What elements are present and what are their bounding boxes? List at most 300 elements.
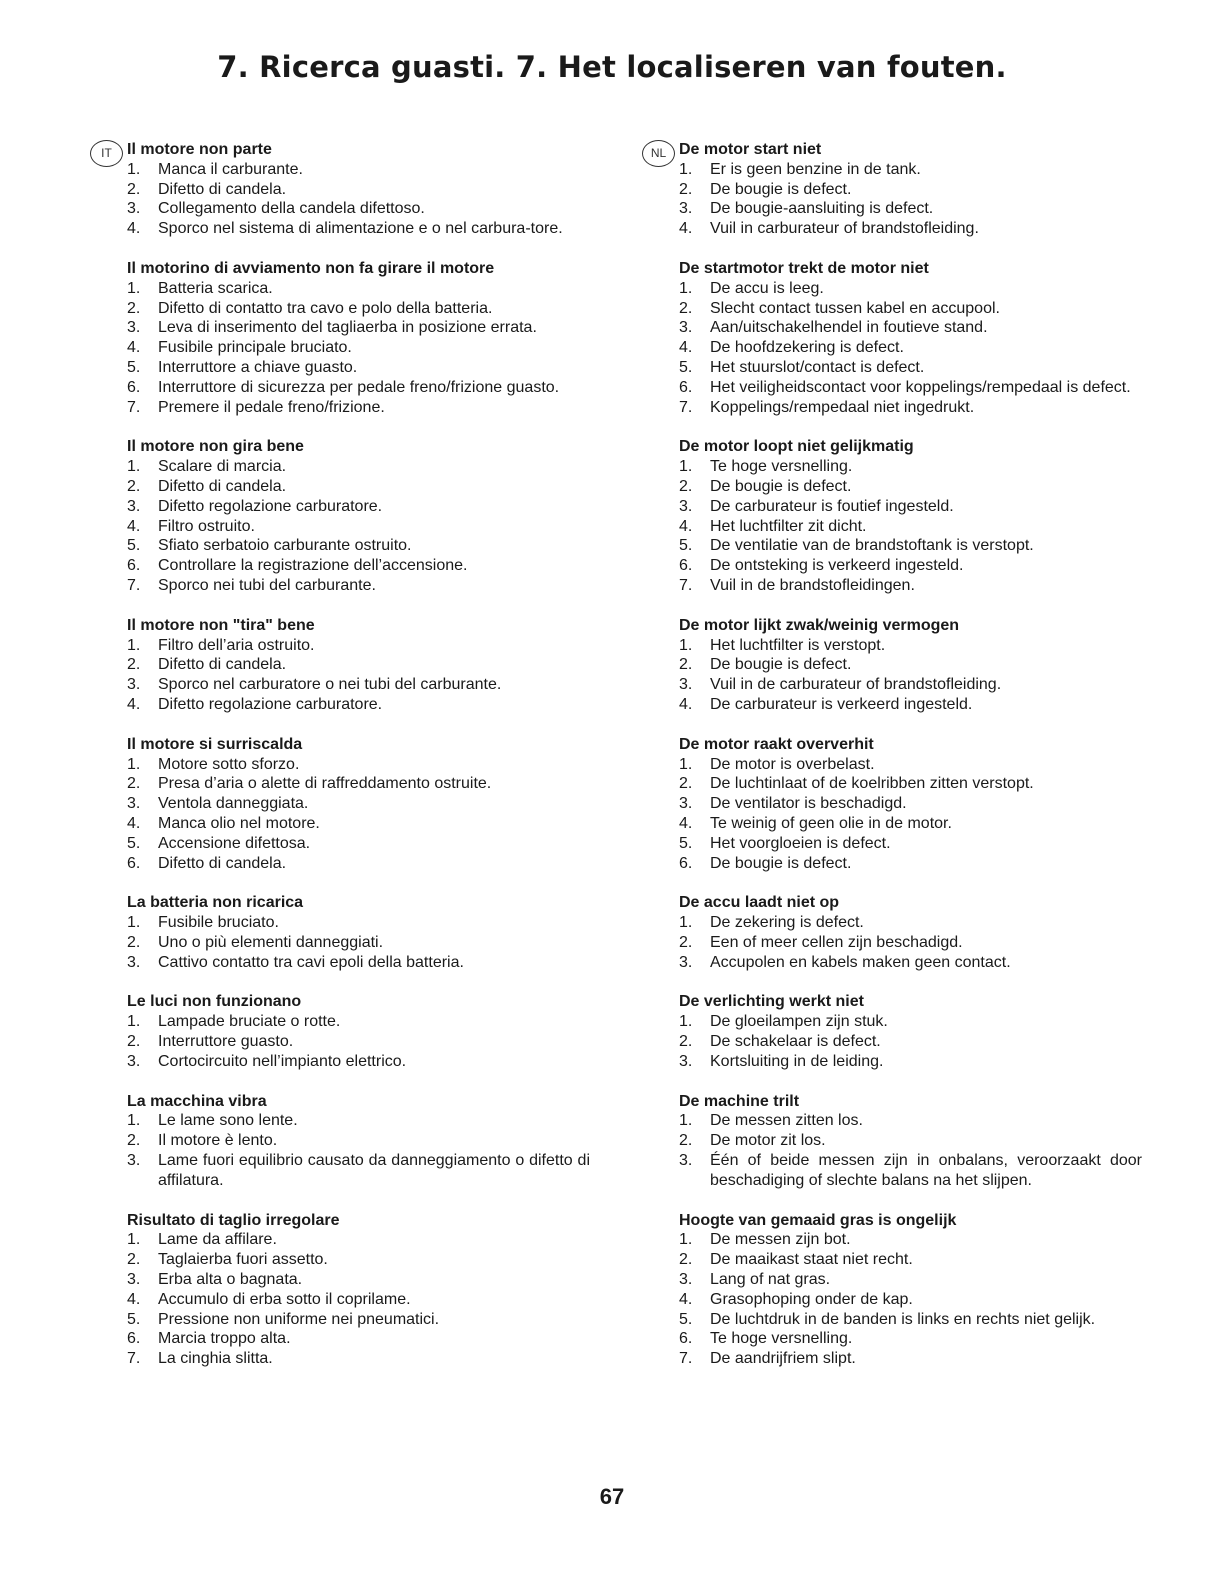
item-text: Lang of nat gras. bbox=[710, 1271, 831, 1289]
item-number: 7. bbox=[679, 398, 693, 416]
list-item bbox=[679, 199, 1142, 219]
troubleshooting-section bbox=[127, 1092, 590, 1191]
cause-list bbox=[679, 1111, 1142, 1190]
item-number: 1. bbox=[127, 1112, 141, 1130]
item-number: 6. bbox=[679, 557, 693, 575]
item-text: Fusibile bruciato. bbox=[158, 914, 279, 932]
list-item bbox=[127, 834, 590, 854]
item-number: 3. bbox=[679, 497, 693, 515]
item-text: Sporco nei tubi del carburante. bbox=[158, 576, 376, 594]
item-text: Pressione non uniforme nei pneumatici. bbox=[158, 1310, 440, 1328]
list-item bbox=[127, 675, 590, 695]
item-text: Le lame sono lente. bbox=[158, 1112, 298, 1130]
item-text: Sporco nel sistema di alimentazione e o nel carbura-tore. bbox=[158, 220, 563, 238]
item-text: Batteria scarica. bbox=[158, 279, 273, 297]
item-text: Presa d’aria o alette di raffreddamento ostruite. bbox=[158, 775, 492, 793]
list-item bbox=[679, 299, 1142, 319]
item-number: 1. bbox=[679, 914, 693, 932]
list-item bbox=[679, 1250, 1142, 1270]
item-text: De luchtinlaat of de koelribben zitten verstopt. bbox=[710, 775, 1034, 793]
item-text: Ventola danneggiata. bbox=[158, 795, 309, 813]
item-number: 5. bbox=[127, 834, 141, 852]
list-item bbox=[679, 655, 1142, 675]
list-item bbox=[679, 219, 1142, 239]
section-heading: Risultato di taglio irregolare bbox=[127, 1211, 340, 1229]
item-number: 4. bbox=[679, 695, 693, 713]
item-number: 1. bbox=[679, 160, 693, 178]
list-item bbox=[127, 398, 590, 418]
list-item bbox=[127, 180, 590, 200]
item-number: 4. bbox=[679, 220, 693, 238]
list-item bbox=[127, 536, 590, 556]
item-text: Marcia troppo alta. bbox=[158, 1330, 291, 1348]
item-text: Sfiato serbatoio carburante ostruito. bbox=[158, 537, 412, 555]
item-text: Erba alta o bagnata. bbox=[158, 1271, 303, 1289]
italian-language-badge: IT bbox=[90, 140, 123, 167]
item-number: 1. bbox=[127, 160, 141, 178]
item-text: Vuil in carburateur of brandstofleiding. bbox=[710, 220, 979, 238]
item-number: 3. bbox=[127, 676, 141, 694]
section-heading: Hoogte van gemaaid gras is ongelijk bbox=[679, 1211, 957, 1229]
list-item bbox=[679, 1131, 1142, 1151]
item-number: 2. bbox=[679, 1132, 693, 1150]
item-text: Het luchtfilter is verstopt. bbox=[710, 636, 886, 654]
item-text: De bougie is defect. bbox=[710, 854, 852, 872]
list-item bbox=[679, 794, 1142, 814]
item-number: 3. bbox=[679, 319, 693, 337]
item-number: 5. bbox=[679, 1310, 693, 1328]
list-item bbox=[679, 913, 1142, 933]
item-text: Taglaierba fuori assetto. bbox=[158, 1251, 328, 1269]
troubleshooting-section bbox=[679, 893, 1142, 972]
cause-list bbox=[679, 636, 1142, 715]
list-item bbox=[127, 1250, 590, 1270]
item-number: 5. bbox=[679, 537, 693, 555]
cause-list bbox=[679, 160, 1142, 239]
item-number: 2. bbox=[127, 656, 141, 674]
item-number: 2. bbox=[679, 477, 693, 495]
list-item bbox=[679, 695, 1142, 715]
list-item bbox=[127, 1012, 590, 1032]
troubleshooting-section bbox=[127, 140, 590, 239]
item-text: Motore sotto sforzo. bbox=[158, 755, 300, 773]
dutch-sections bbox=[679, 140, 1142, 1369]
list-item bbox=[127, 933, 590, 953]
item-number: 3. bbox=[679, 200, 693, 218]
item-number: 1. bbox=[127, 914, 141, 932]
italian-sections bbox=[127, 140, 590, 1369]
troubleshooting-section bbox=[679, 140, 1142, 239]
item-number: 1. bbox=[679, 636, 693, 654]
troubleshooting-section bbox=[127, 735, 590, 874]
item-text: De hoofdzekering is defect. bbox=[710, 339, 904, 357]
item-number: 3. bbox=[127, 1152, 141, 1170]
item-text: Accensione difettosa. bbox=[158, 834, 311, 852]
item-number: 6. bbox=[679, 378, 693, 396]
item-number: 1. bbox=[127, 279, 141, 297]
item-text: Slecht contact tussen kabel en accupool. bbox=[710, 299, 1000, 317]
section-heading: Il motore non "tira" bene bbox=[127, 616, 315, 634]
cause-list bbox=[679, 913, 1142, 972]
italian-column bbox=[90, 140, 590, 1389]
item-text: Premere il pedale freno/frizione. bbox=[158, 398, 385, 416]
item-text: Accupolen en kabels maken geen contact. bbox=[710, 953, 1011, 971]
item-number: 3. bbox=[679, 1052, 693, 1070]
item-text: Lame da affilare. bbox=[158, 1231, 277, 1249]
list-item bbox=[127, 556, 590, 576]
item-number: 5. bbox=[679, 834, 693, 852]
list-item bbox=[127, 477, 590, 497]
item-number: 1. bbox=[679, 458, 693, 476]
list-item bbox=[679, 180, 1142, 200]
item-text: Interruttore di sicurezza per pedale freno/frizione guasto. bbox=[158, 378, 560, 396]
item-number: 3. bbox=[127, 953, 141, 971]
cause-list bbox=[127, 636, 590, 715]
item-text: De motor is overbelast. bbox=[710, 755, 875, 773]
troubleshooting-section bbox=[127, 259, 590, 417]
list-item bbox=[127, 794, 590, 814]
cause-list bbox=[679, 755, 1142, 874]
section-heading: Il motore non gira bene bbox=[127, 438, 304, 456]
list-item bbox=[679, 358, 1142, 378]
list-item bbox=[679, 318, 1142, 338]
item-number: 4. bbox=[127, 220, 141, 238]
list-item bbox=[679, 497, 1142, 517]
list-item bbox=[679, 675, 1142, 695]
list-item bbox=[679, 636, 1142, 656]
section-heading: De startmotor trekt de motor niet bbox=[679, 259, 929, 277]
item-number: 6. bbox=[679, 1330, 693, 1348]
item-number: 2. bbox=[127, 1251, 141, 1269]
troubleshooting-section bbox=[679, 259, 1142, 417]
item-number: 4. bbox=[679, 517, 693, 535]
item-text: De aandrijfriem slipt. bbox=[710, 1350, 856, 1368]
troubleshooting-section bbox=[679, 437, 1142, 595]
item-number: 2. bbox=[127, 775, 141, 793]
item-number: 4. bbox=[127, 695, 141, 713]
item-number: 3. bbox=[127, 200, 141, 218]
list-item bbox=[127, 1310, 590, 1330]
item-number: 3. bbox=[679, 795, 693, 813]
item-number: 3. bbox=[127, 1052, 141, 1070]
section-heading: Le luci non funzionano bbox=[127, 993, 302, 1011]
list-item bbox=[679, 279, 1142, 299]
item-number: 2. bbox=[127, 180, 141, 198]
list-item bbox=[679, 1230, 1142, 1250]
troubleshooting-section bbox=[679, 1211, 1142, 1369]
item-text: Difetto di candela. bbox=[158, 180, 287, 198]
item-number: 2. bbox=[127, 299, 141, 317]
item-text: De accu is leeg. bbox=[710, 279, 824, 297]
item-number: 3. bbox=[679, 1271, 693, 1289]
section-heading: Il motore si surriscalda bbox=[127, 735, 303, 753]
item-text: De bougie is defect. bbox=[710, 477, 852, 495]
item-text: De carburateur is verkeerd ingesteld. bbox=[710, 695, 973, 713]
item-text: Filtro dell’aria ostruito. bbox=[158, 636, 315, 654]
item-number: 1. bbox=[127, 1231, 141, 1249]
list-item bbox=[127, 854, 590, 874]
item-text: Een of meer cellen zijn beschadigd. bbox=[710, 933, 963, 951]
section-heading: De motor start niet bbox=[679, 141, 822, 158]
item-text: Vuil in de brandstofleidingen. bbox=[710, 576, 915, 594]
cause-list bbox=[127, 1012, 590, 1071]
dutch-language-badge: NL bbox=[642, 140, 675, 167]
item-text: De bougie is defect. bbox=[710, 180, 852, 198]
item-text: De bougie-aansluiting is defect. bbox=[710, 200, 934, 218]
item-text: Aan/uitschakelhendel in foutieve stand. bbox=[710, 319, 988, 337]
item-text: Accumulo di erba sotto il coprilame. bbox=[158, 1290, 411, 1308]
item-text: Manca olio nel motore. bbox=[158, 814, 320, 832]
item-text: De motor zit los. bbox=[710, 1132, 826, 1150]
list-item bbox=[679, 1032, 1142, 1052]
troubleshooting-section bbox=[679, 616, 1142, 715]
item-number: 1. bbox=[679, 1013, 693, 1031]
item-number: 1. bbox=[127, 458, 141, 476]
item-number: 4. bbox=[127, 814, 141, 832]
cause-list bbox=[127, 1111, 590, 1190]
item-text: De messen zitten los. bbox=[710, 1112, 863, 1130]
item-number: 2. bbox=[679, 933, 693, 951]
list-item bbox=[679, 556, 1142, 576]
item-text: Difetto di candela. bbox=[158, 656, 287, 674]
item-number: 1. bbox=[127, 755, 141, 773]
item-text: Cortocircuito nell’impianto elettrico. bbox=[158, 1052, 407, 1070]
cause-list bbox=[127, 279, 590, 418]
item-text: Koppelings/rempedaal niet ingedrukt. bbox=[710, 398, 975, 416]
list-item bbox=[127, 457, 590, 477]
item-text: Het veiligheidscontact voor koppelings/rempedaal is defect. bbox=[710, 378, 1131, 396]
item-number: 1. bbox=[679, 1231, 693, 1249]
list-item bbox=[679, 517, 1142, 537]
list-item bbox=[127, 279, 590, 299]
list-item bbox=[127, 318, 590, 338]
item-text: De ventilatie van de brandstoftank is verstopt. bbox=[710, 537, 1034, 555]
item-number: 2. bbox=[679, 180, 693, 198]
list-item bbox=[127, 774, 590, 794]
item-number: 3. bbox=[127, 497, 141, 515]
item-text: Sporco nel carburatore o nei tubi del carburante. bbox=[158, 676, 502, 694]
item-text: Lampade bruciate o rotte. bbox=[158, 1013, 341, 1031]
item-number: 2. bbox=[127, 1132, 141, 1150]
list-item bbox=[127, 1329, 590, 1349]
item-number: 3. bbox=[679, 676, 693, 694]
cause-list bbox=[127, 913, 590, 972]
list-item bbox=[127, 160, 590, 180]
item-text: Filtro ostruito. bbox=[158, 517, 255, 535]
cause-list bbox=[679, 457, 1142, 596]
item-number: 6. bbox=[127, 1330, 141, 1348]
item-text: De zekering is defect. bbox=[710, 914, 864, 932]
item-number: 2. bbox=[127, 477, 141, 495]
list-item bbox=[127, 1151, 590, 1191]
list-item bbox=[127, 1032, 590, 1052]
list-item bbox=[127, 199, 590, 219]
item-text: Scalare di marcia. bbox=[158, 458, 287, 476]
item-text: De gloeilampen zijn stuk. bbox=[710, 1013, 888, 1031]
item-text: Leva di inserimento del tagliaerba in posizione errata. bbox=[158, 319, 537, 337]
list-item bbox=[127, 953, 590, 973]
section-heading: Il motore non parte bbox=[127, 141, 272, 158]
list-item bbox=[679, 378, 1142, 398]
list-item bbox=[679, 1052, 1142, 1072]
list-item bbox=[127, 576, 590, 596]
section-heading: La batteria non ricarica bbox=[127, 894, 304, 912]
item-number: 4. bbox=[127, 1290, 141, 1308]
item-number: 1. bbox=[127, 636, 141, 654]
item-number: 2. bbox=[679, 656, 693, 674]
list-item bbox=[679, 1270, 1142, 1290]
list-item bbox=[679, 338, 1142, 358]
cause-list bbox=[679, 1230, 1142, 1369]
item-text: De ontsteking is verkeerd ingesteld. bbox=[710, 557, 964, 575]
item-number: 1. bbox=[679, 1112, 693, 1130]
item-number: 4. bbox=[127, 339, 141, 357]
page-number: 67 bbox=[599, 1484, 625, 1509]
list-item bbox=[127, 1111, 590, 1131]
item-number: 7. bbox=[127, 1350, 141, 1368]
list-item bbox=[127, 338, 590, 358]
item-text: De luchtdruk in de banden is links en rechts niet gelijk. bbox=[710, 1310, 1096, 1328]
item-text: Één of beide messen zijn in onbalans, veroorzaakt door beschadiging of slechte balans na het slijpen. bbox=[710, 1152, 1142, 1189]
item-number: 2. bbox=[679, 1251, 693, 1269]
item-text: La cinghia slitta. bbox=[158, 1350, 273, 1368]
item-number: 1. bbox=[679, 279, 693, 297]
item-number: 4. bbox=[679, 339, 693, 357]
item-number: 7. bbox=[127, 398, 141, 416]
cause-list bbox=[679, 1012, 1142, 1071]
item-text: Het luchtfilter zit dicht. bbox=[710, 517, 867, 535]
item-text: Kortsluiting in de leiding. bbox=[710, 1052, 884, 1070]
item-text: Difetto di candela. bbox=[158, 854, 287, 872]
troubleshooting-section bbox=[679, 992, 1142, 1071]
list-item bbox=[679, 1349, 1142, 1369]
list-item bbox=[679, 933, 1142, 953]
item-text: De ventilator is beschadigd. bbox=[710, 795, 907, 813]
list-item bbox=[679, 1290, 1142, 1310]
item-text: Vuil in de carburateur of brandstofleiding. bbox=[710, 676, 1002, 694]
troubleshooting-section bbox=[127, 616, 590, 715]
troubleshooting-section bbox=[679, 735, 1142, 874]
item-text: Difetto di contatto tra cavo e polo della batteria. bbox=[158, 299, 493, 317]
list-item bbox=[127, 1270, 590, 1290]
item-text: Grasophoping onder de kap. bbox=[710, 1290, 913, 1308]
item-text: De bougie is defect. bbox=[710, 656, 852, 674]
item-text: Uno o più elementi danneggiati. bbox=[158, 933, 384, 951]
dutch-column bbox=[642, 140, 1142, 1389]
item-number: 3. bbox=[127, 1271, 141, 1289]
list-item bbox=[127, 299, 590, 319]
item-number: 3. bbox=[679, 953, 693, 971]
list-item bbox=[679, 576, 1142, 596]
item-text: Il motore è lento. bbox=[158, 1132, 278, 1150]
list-item bbox=[127, 814, 590, 834]
list-item bbox=[127, 1131, 590, 1151]
section-heading: De motor loopt niet gelijkmatig bbox=[679, 438, 914, 456]
troubleshooting-section bbox=[127, 1211, 590, 1369]
item-text: Difetto regolazione carburatore. bbox=[158, 695, 383, 713]
section-heading: De verlichting werkt niet bbox=[679, 993, 864, 1011]
section-heading: De motor raakt oververhit bbox=[679, 735, 874, 753]
item-text: Interruttore a chiave guasto. bbox=[158, 358, 358, 376]
item-number: 5. bbox=[679, 358, 693, 376]
list-item bbox=[679, 854, 1142, 874]
list-item bbox=[127, 913, 590, 933]
list-item bbox=[127, 378, 590, 398]
item-number: 2. bbox=[127, 1033, 141, 1051]
section-heading: De accu laadt niet op bbox=[679, 894, 840, 912]
list-item bbox=[127, 517, 590, 537]
list-item bbox=[679, 814, 1142, 834]
item-text: Te hoge versnelling. bbox=[710, 458, 853, 476]
list-item bbox=[679, 755, 1142, 775]
list-item bbox=[679, 953, 1142, 973]
list-item bbox=[127, 1230, 590, 1250]
item-text: De schakelaar is defect. bbox=[710, 1033, 881, 1051]
list-item bbox=[127, 219, 590, 239]
item-number: 7. bbox=[679, 1350, 693, 1368]
list-item bbox=[679, 834, 1142, 854]
item-number: 4. bbox=[127, 517, 141, 535]
item-text: Difetto di candela. bbox=[158, 477, 287, 495]
list-item bbox=[679, 398, 1142, 418]
list-item bbox=[127, 755, 590, 775]
section-heading: De machine trilt bbox=[679, 1092, 800, 1110]
item-text: Manca il carburante. bbox=[158, 160, 303, 178]
item-number: 2. bbox=[679, 775, 693, 793]
item-text: Interruttore guasto. bbox=[158, 1033, 294, 1051]
list-item bbox=[679, 1310, 1142, 1330]
list-item bbox=[679, 536, 1142, 556]
item-number: 3. bbox=[127, 795, 141, 813]
list-item bbox=[679, 457, 1142, 477]
cause-list bbox=[127, 1230, 590, 1369]
item-text: De carburateur is foutief ingesteld. bbox=[710, 497, 954, 515]
troubleshooting-section bbox=[127, 992, 590, 1071]
section-heading: Il motorino di avviamento non fa girare il motore bbox=[127, 259, 495, 277]
list-item bbox=[127, 497, 590, 517]
item-text: De messen zijn bot. bbox=[710, 1231, 851, 1249]
item-text: Lame fuori equilibrio causato da danneggiamento o difetto di affilatura. bbox=[158, 1152, 590, 1189]
list-item bbox=[127, 1290, 590, 1310]
list-item bbox=[127, 655, 590, 675]
list-item bbox=[679, 1329, 1142, 1349]
item-number: 6. bbox=[127, 854, 141, 872]
list-item bbox=[679, 1012, 1142, 1032]
item-text: Het stuurslot/contact is defect. bbox=[710, 358, 925, 376]
cause-list bbox=[679, 279, 1142, 418]
item-number: 3. bbox=[679, 1152, 693, 1170]
item-text: Er is geen benzine in de tank. bbox=[710, 160, 921, 178]
section-heading: De motor lijkt zwak/weinig vermogen bbox=[679, 616, 960, 634]
item-number: 7. bbox=[679, 576, 693, 594]
item-text: Difetto regolazione carburatore. bbox=[158, 497, 383, 515]
item-number: 5. bbox=[127, 1310, 141, 1328]
item-number: 1. bbox=[127, 1013, 141, 1031]
item-text: Het voorgloeien is defect. bbox=[710, 834, 891, 852]
item-text: De maaikast staat niet recht. bbox=[710, 1251, 913, 1269]
item-number: 5. bbox=[127, 358, 141, 376]
list-item bbox=[127, 358, 590, 378]
cause-list bbox=[127, 755, 590, 874]
item-number: 6. bbox=[127, 557, 141, 575]
item-number: 7. bbox=[127, 576, 141, 594]
list-item bbox=[679, 160, 1142, 180]
item-text: Cattivo contatto tra cavi epoli della batteria. bbox=[158, 953, 464, 971]
list-item bbox=[679, 1151, 1142, 1191]
list-item bbox=[127, 695, 590, 715]
troubleshooting-section bbox=[127, 893, 590, 972]
item-number: 4. bbox=[679, 814, 693, 832]
